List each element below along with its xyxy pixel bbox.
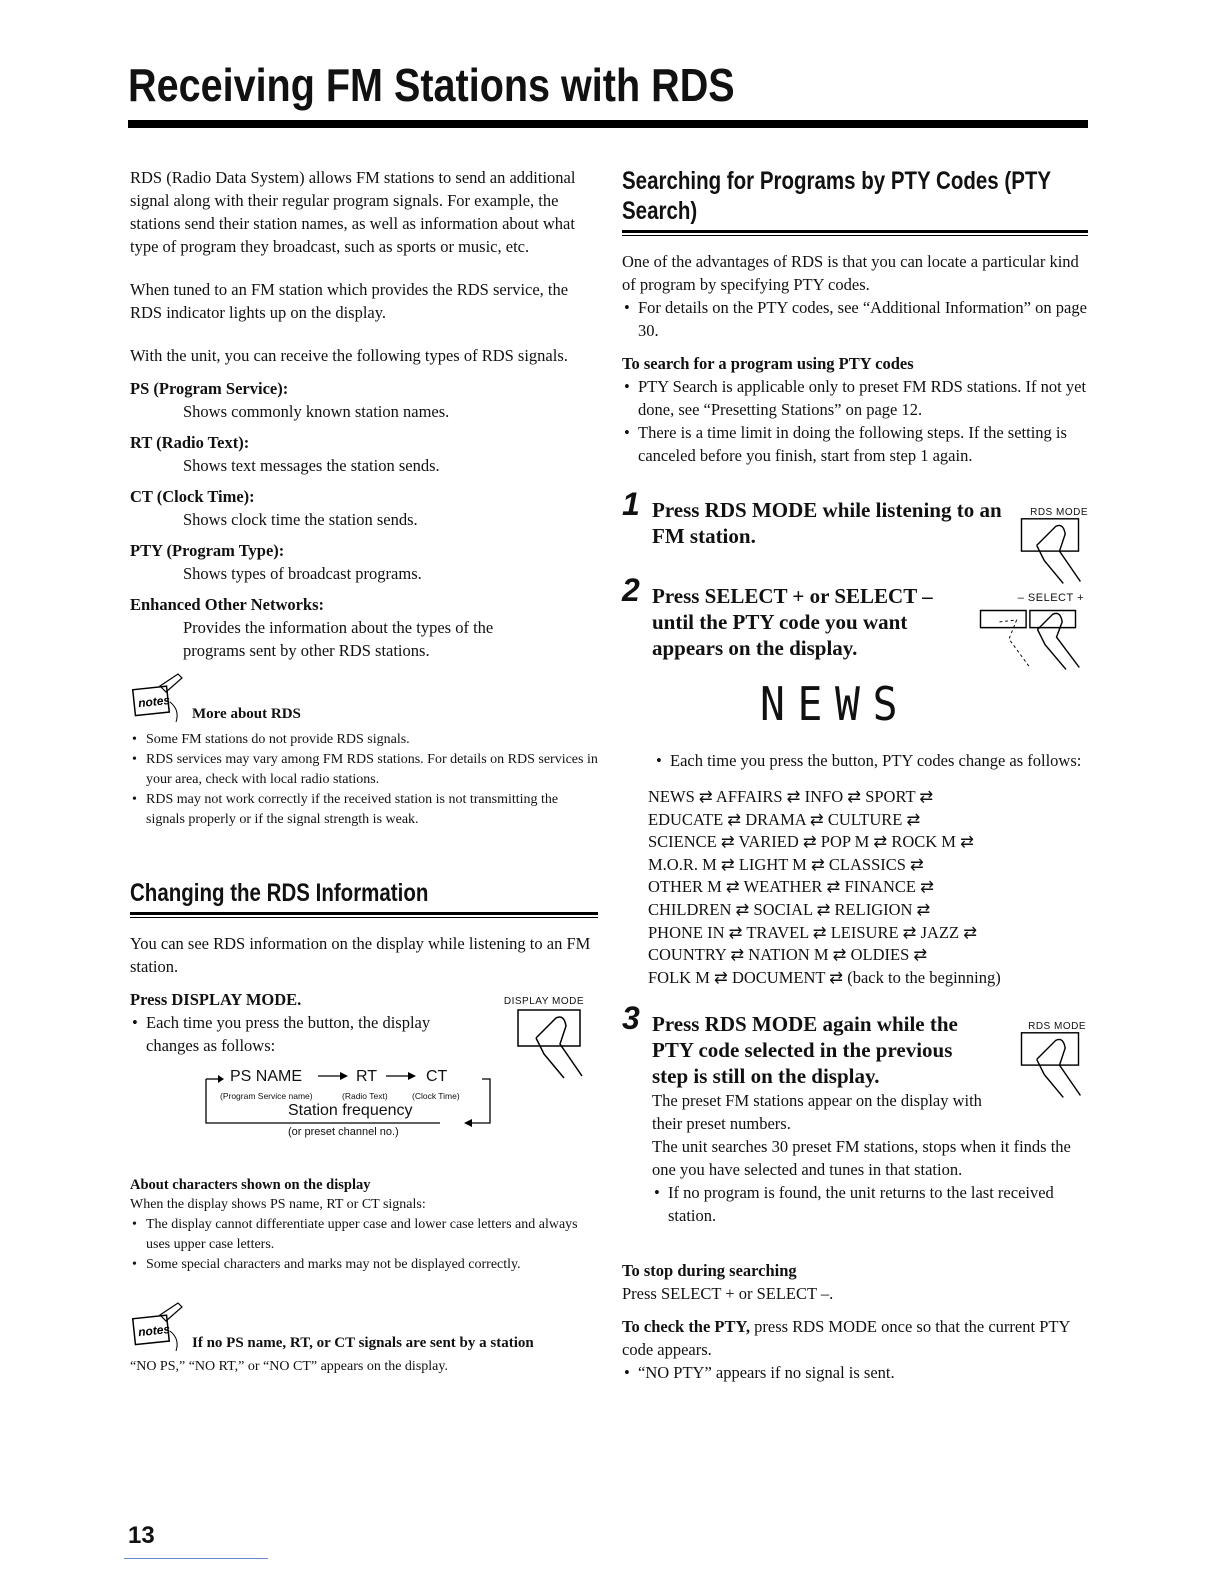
- signal-list: [130, 377, 598, 662]
- signal-def: Shows text messages the station sends.: [183, 456, 440, 475]
- notes-list: [130, 730, 598, 830]
- step-2: [622, 572, 1088, 731]
- rds-mode-button-icon: [1012, 1029, 1088, 1105]
- section-rule: [130, 912, 598, 915]
- check-title: To check the PTY,: [622, 1317, 751, 1337]
- notes-icon-label: notes: [137, 1321, 171, 1340]
- sequence-line: EDUCATE ⇄ DRAMA ⇄ CULTURE ⇄: [648, 809, 921, 829]
- intro-paragraph: When tuned to an FM station which provides the RDS service, the RDS indicator lights up on the display.: [130, 280, 569, 322]
- right-column: [622, 166, 1088, 1384]
- display-cycle-diagram: [130, 1065, 598, 1175]
- about-text: When the display shows PS name, RT or CT signals:: [130, 1197, 426, 1212]
- rt-label: RT: [356, 1068, 378, 1085]
- sequence-line: NEWS ⇄ AFFAIRS ⇄ INFO ⇄ SPORT ⇄: [648, 787, 934, 806]
- step2-list: [654, 749, 1088, 772]
- ct-label: CT: [426, 1068, 448, 1085]
- notes-pencil-icon: [130, 672, 186, 728]
- check-list: [622, 1361, 1088, 1384]
- page-number: 13: [128, 1522, 155, 1549]
- stop-text: Press SELECT + or SELECT –.: [622, 1284, 834, 1304]
- check-text: press RDS MODE once so that the current PTY code appears.: [622, 1317, 1070, 1360]
- title-rule: [128, 120, 1088, 128]
- station-frequency-sub: (or preset channel no.): [288, 1126, 399, 1138]
- signal-def: Provides the information about the types of the programs sent by other RDS stations.: [183, 618, 494, 660]
- notes-block: [130, 1301, 598, 1357]
- sequence-line: PHONE IN ⇄ TRAVEL ⇄ LEISURE ⇄ JAZZ ⇄: [648, 922, 978, 942]
- rds-mode-button-label: RDS MODE: [1028, 1021, 1086, 1033]
- sequence-line: M.O.R. M ⇄ LIGHT M ⇄ CLASSICS ⇄: [648, 854, 924, 874]
- step3-text: The unit searches 30 preset FM stations, stops when it finds the one you have selected and tunes in that station.: [652, 1137, 1071, 1180]
- step3-list: [652, 1181, 1088, 1227]
- list-item: • “NO PTY” appears if no signal is sent.: [622, 1361, 1088, 1384]
- sequence-line: COUNTRY ⇄ NATION M ⇄ OLDIES ⇄: [648, 945, 928, 965]
- step-title: Press SELECT + or SELECT – until the PTY code you want appears on the display.: [652, 584, 933, 660]
- notes-text: “NO PS,” “NO RT,” or “NO CT” appears on the display.: [130, 1359, 448, 1374]
- select-button-label: – SELECT +: [1017, 592, 1084, 604]
- step-3: [622, 1000, 1088, 1227]
- rt-sub: (Radio Text): [342, 1091, 388, 1101]
- section-heading: Searching for Programs by PTY Codes (PTY Search): [622, 167, 1051, 225]
- station-frequency-label: Station frequency: [288, 1102, 413, 1119]
- step-title: Press RDS MODE while listening to an FM station.: [652, 498, 1002, 548]
- footer-line: [124, 1558, 268, 1559]
- signal-term: PS (Program Service):: [130, 379, 289, 398]
- signal-term: PTY (Program Type):: [130, 541, 285, 560]
- section-rule-thin: [130, 917, 598, 918]
- select-button-icon: [968, 601, 1088, 677]
- section-text: You can see RDS information on the display while listening to an FM station.: [130, 934, 591, 976]
- notes-block: [130, 672, 598, 728]
- intro-paragraph: With the unit, you can receive the following types of RDS signals.: [130, 346, 568, 365]
- list-item: • The display cannot differentiate upper case and lower case letters and always uses upper case letters.: [130, 1215, 598, 1255]
- notes-title: More about RDS: [192, 706, 301, 722]
- ct-sub: (Clock Time): [412, 1091, 460, 1101]
- signal-term: Enhanced Other Networks:: [130, 595, 325, 614]
- page-title: Receiving FM Stations with RDS: [128, 59, 735, 111]
- intro-paragraph: RDS (Radio Data System) allows FM stations to send an additional signal along with their regular program signals. For example, the stations send their station names, as well as information about what type of program they broadcast, such as sports or music, etc.: [130, 168, 576, 256]
- signal-def: Shows clock time the station sends.: [183, 510, 418, 529]
- sequence-line: SCIENCE ⇄ VARIED ⇄ POP M ⇄ ROCK M ⇄: [648, 832, 974, 852]
- list-item: • RDS may not work correctly if the received station is not transmitting the signals properly or if the signal strength is weak.: [130, 790, 598, 830]
- sequence-line: FOLK M ⇄ DOCUMENT ⇄ (back to the beginning): [648, 967, 1001, 987]
- step-1: [622, 486, 1088, 549]
- arrow-icon: [318, 1071, 348, 1081]
- about-title: About characters shown on the display: [130, 1177, 371, 1193]
- notes-title: If no PS name, RT, or CT signals are sent by a station: [192, 1335, 534, 1351]
- list-item: • RDS services may vary among FM RDS stations. For details on RDS services in your area, check with local radio stations.: [130, 750, 598, 790]
- pty-intro-list: [622, 296, 1088, 342]
- step-number: 2: [622, 572, 640, 608]
- arrow-icon: [386, 1071, 416, 1081]
- stop-title: To stop during searching: [622, 1261, 797, 1281]
- list-item: • Each time you press the button, the display changes as follows:: [130, 1011, 486, 1057]
- step-title: Press RDS MODE again while the PTY code selected in the previous step is still on the display.: [652, 1012, 958, 1089]
- sub-list: [622, 375, 1088, 467]
- sub-title: To search for a program using PTY codes: [622, 354, 914, 373]
- rds-mode-button-label: RDS MODE: [1030, 507, 1088, 518]
- about-list: [130, 1215, 598, 1275]
- check-paragraph: [622, 1315, 1088, 1361]
- section-heading: Changing the RDS Information: [130, 879, 429, 907]
- press-instruction: Press DISPLAY MODE.: [130, 990, 302, 1009]
- signal-def: Shows commonly known station names.: [183, 402, 450, 421]
- signal-def: Shows types of broadcast programs.: [183, 564, 422, 583]
- ps-name-label: PS NAME: [230, 1068, 303, 1085]
- step-number: 1: [622, 486, 640, 522]
- sequence-line: CHILDREN ⇄ SOCIAL ⇄ RELIGION ⇄: [648, 899, 931, 919]
- display-mode-button-label: DISPLAY MODE: [503, 996, 584, 1007]
- ps-name-sub: (Program Service name): [220, 1091, 313, 1101]
- notes-pencil-icon: [130, 1301, 186, 1357]
- list-item: • If no program is found, the unit returns to the last received station.: [652, 1181, 1088, 1227]
- sequence-line: OTHER M ⇄ WEATHER ⇄ FINANCE ⇄: [648, 877, 934, 897]
- section-rule: [622, 230, 1088, 233]
- list-item: • There is a time limit in doing the following steps. If the setting is canceled before you finish, start from step 1 again.: [622, 421, 1068, 467]
- signal-term: RT (Radio Text):: [130, 433, 250, 452]
- list-item: • Some FM stations do not provide RDS signals.: [130, 730, 598, 750]
- list-item: • Each time you press the button, PTY codes change as follows:: [654, 749, 1088, 772]
- pty-intro: One of the advantages of RDS is that you can locate a particular kind of program by specifying PTY codes.: [622, 252, 1079, 294]
- list-item: • For details on the PTY codes, see “Additional Information” on page 30.: [622, 296, 1088, 342]
- notes-icon-label: notes: [137, 692, 171, 711]
- rds-mode-button-icon: [1012, 515, 1088, 591]
- list-item: • PTY Search is applicable only to preset FM RDS stations. If not yet done, see “Presetting Stations” on page 12.: [622, 375, 1088, 421]
- section-rule-thin: [622, 235, 1088, 236]
- left-column: [130, 166, 598, 1377]
- step3-text: The preset FM stations appear on the display with their preset numbers.: [652, 1091, 982, 1134]
- list-item: • Some special characters and marks may not be displayed correctly.: [130, 1255, 598, 1275]
- pty-display: NEWS: [760, 677, 911, 731]
- step-number: 3: [622, 1000, 640, 1037]
- pty-sequence: [648, 786, 1088, 989]
- signal-term: CT (Clock Time):: [130, 487, 255, 506]
